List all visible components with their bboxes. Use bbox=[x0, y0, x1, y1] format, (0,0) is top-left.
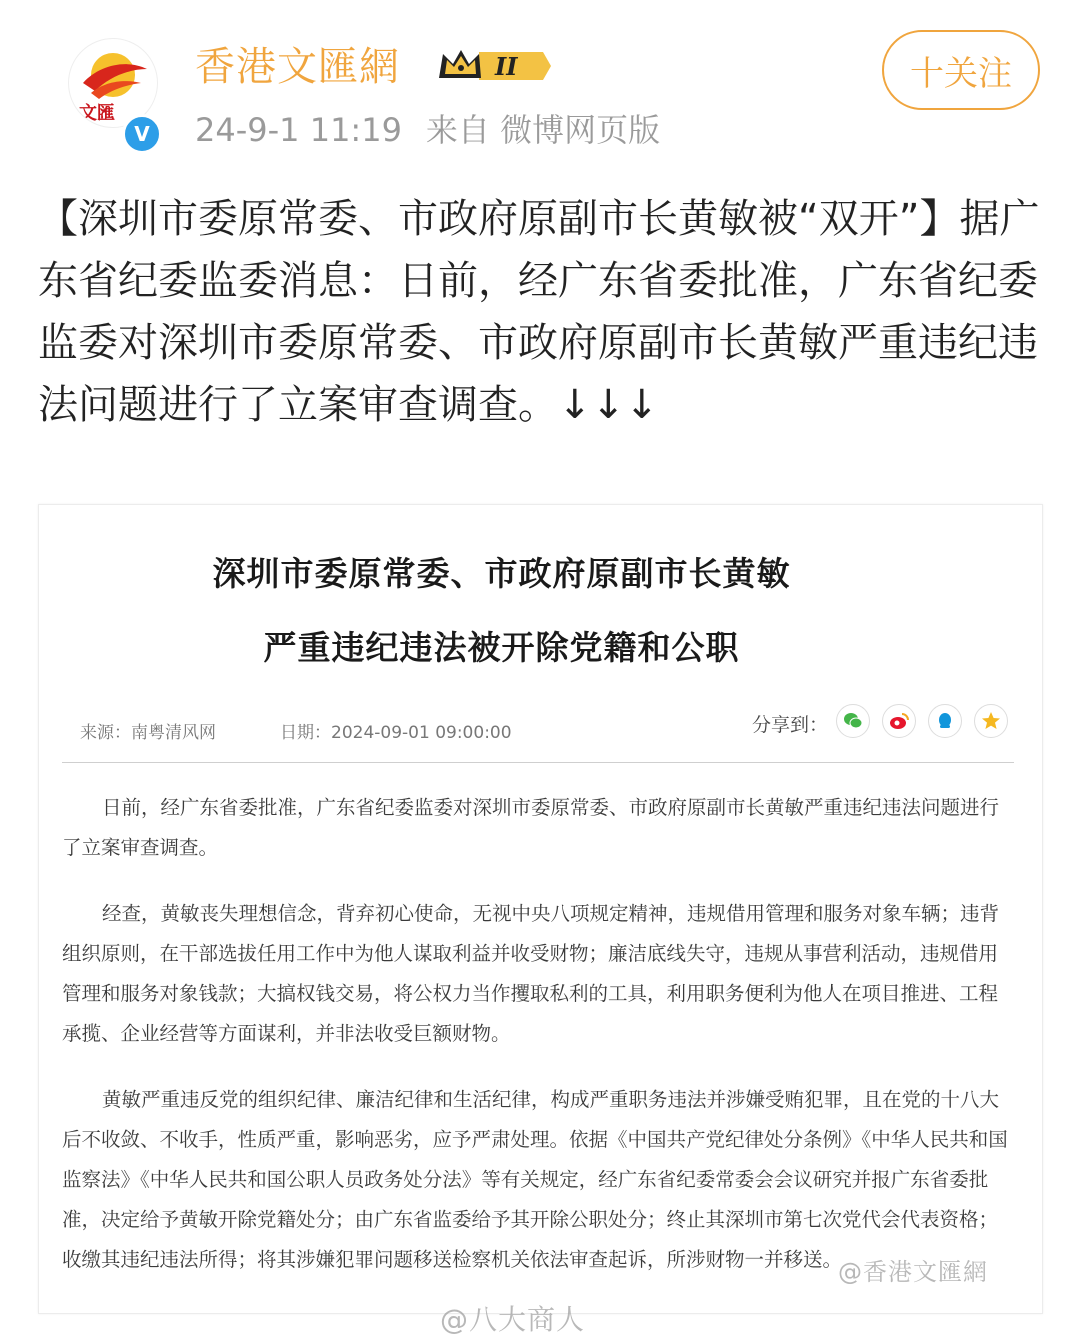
rank-badge-text: II bbox=[495, 52, 518, 81]
watermark-inner: @香港文匯網 bbox=[838, 1258, 988, 1286]
crown-rank-icon bbox=[435, 44, 553, 88]
avatar-text: 文匯 bbox=[79, 103, 115, 124]
post-timestamp: 24-9-1 11:19 bbox=[195, 111, 402, 149]
article-paragraph-1: 日前，经广东省委批准，广东省纪委监委对深圳市委原常委、市政府原副市长黄敏严重违纪违法问题进行了立案审查调查。 bbox=[62, 796, 1000, 859]
divider bbox=[62, 762, 1014, 763]
watermark-outer: @八大商人 bbox=[440, 1303, 586, 1336]
post-text: 【深圳市委原常委、市政府原副市长黄敏被“双开”】据广东省纪委监委消息：日前，经广东省委批准，广东省纪委监委对深圳市委原常委、市政府原副市长黄敏严重违纪违法问题进行了立案审查调查。↓↓↓ bbox=[38, 196, 1040, 428]
wechat-share-icon[interactable] bbox=[836, 704, 870, 738]
account-name[interactable]: 香港文匯網 bbox=[195, 44, 400, 90]
share-icons bbox=[836, 704, 1008, 738]
article-source: 来源：南粤清风网 bbox=[80, 723, 216, 743]
post-source[interactable]: 来自 微博网页版 bbox=[425, 111, 661, 149]
post-meta bbox=[195, 110, 684, 150]
rank-badge bbox=[435, 44, 553, 88]
share-label: 分享到： bbox=[752, 714, 829, 736]
post-header bbox=[0, 0, 1080, 170]
weibo-share-icon[interactable] bbox=[882, 704, 916, 738]
article-date: 日期：2024-09-01 09:00:00 bbox=[280, 723, 512, 743]
verified-badge-icon: V bbox=[122, 114, 162, 154]
article-title-line2: 严重违纪违法被开除党籍和公职 bbox=[263, 628, 740, 667]
article-paragraph-3: 黄敏严重违反党的组织纪律、廉洁纪律和生活纪律，构成严重职务违法并涉嫌受贿犯罪，且在党的十八大后不收敛、不收手，性质严重，影响恶劣，应予严肃处理。依据《中国共产党纪律处分条例》《中华人民共和国监察法》《中华人民共和国公职人员政务处分法》等有关规定，经广东省纪委常委会会议研究并报广东省委批准，决定给予黄敏开除党籍处分；由广东省监委给予其开除公职处分；终止其深圳市第七次党代会代表资格；收缴其违纪违法所得；将其涉嫌犯罪问题移送检察机关依法审查起诉，所涉财物一并移送。 bbox=[62, 1088, 1008, 1271]
article-paragraph-2: 经查，黄敏丧失理想信念，背弃初心使命，无视中央八项规定精神，违规借用管理和服务对象车辆；违背组织原则，在干部选拔任用工作中为他人谋取利益并收受财物；廉洁底线失守，违规从事营利活动，违规借用管理和服务对象钱款；大搞权钱交易，将公权力当作攫取私利的工具，利用职务便利为他人在项目推进、工程承揽、企业经营等方面谋利，并非法收受巨额财物。 bbox=[62, 902, 1000, 1045]
follow-button[interactable]: 十关注 bbox=[882, 30, 1040, 110]
article-title-line1: 深圳市委原常委、市政府原副市长黄敏 bbox=[212, 554, 791, 593]
qq-share-icon[interactable] bbox=[928, 704, 962, 738]
qzone-share-icon[interactable] bbox=[974, 704, 1008, 738]
